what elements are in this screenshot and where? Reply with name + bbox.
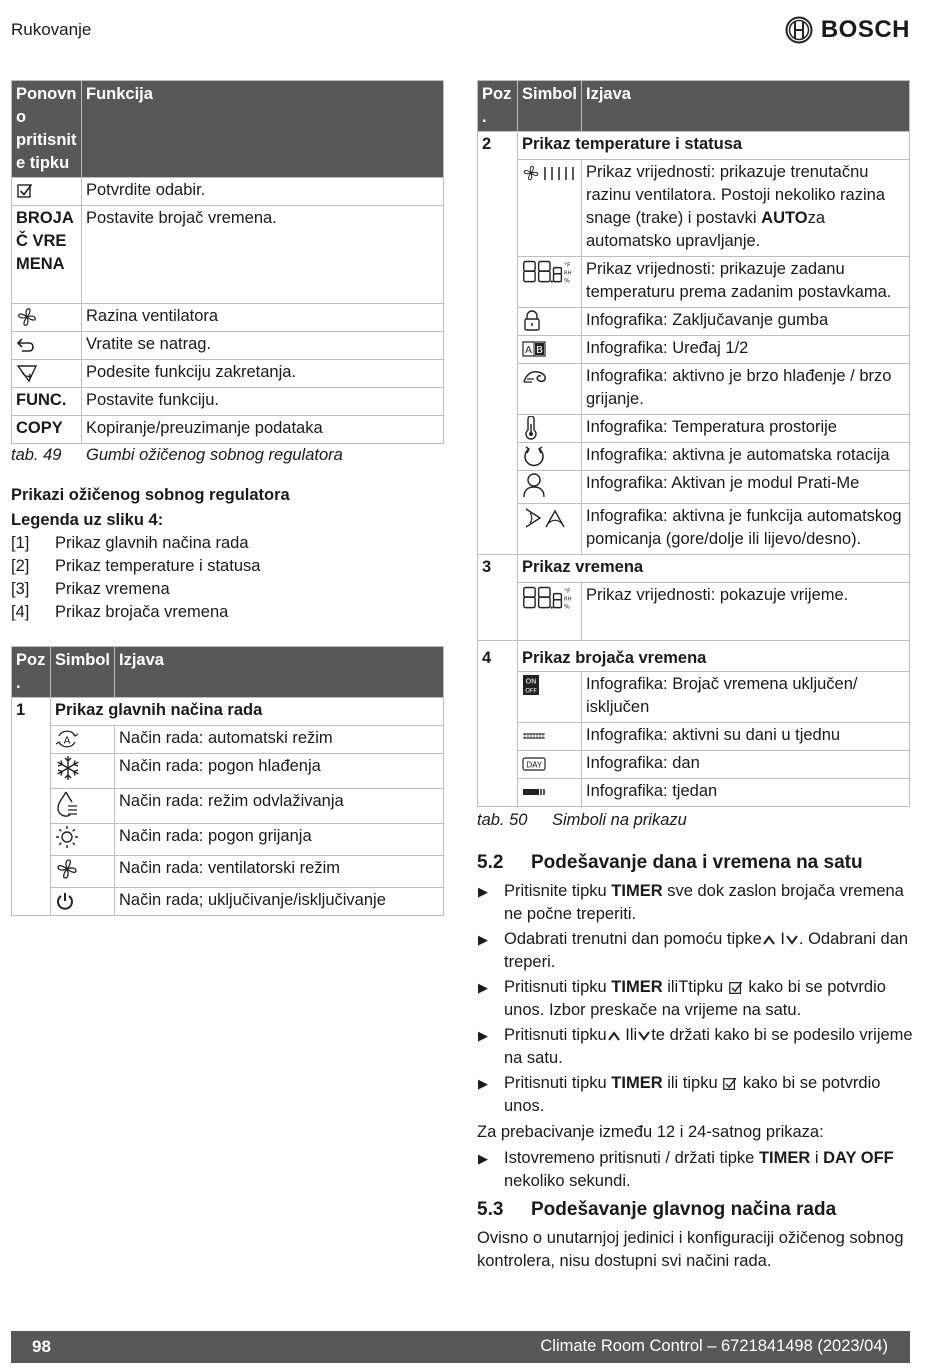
symbol-cell [51, 789, 115, 824]
symbol-cell [51, 856, 115, 888]
table-49-caption [11, 446, 343, 465]
section-header: Rukovanje [11, 20, 92, 39]
symbol-cell [51, 824, 115, 856]
back-arrow-icon [16, 336, 36, 354]
thermometer-icon [522, 416, 540, 440]
column-header: Izjava [582, 81, 910, 132]
symbol-cell [518, 504, 582, 555]
fan-icon [55, 857, 79, 881]
symbol-cell [518, 779, 582, 807]
statement-cell: Način rada: ventilatorski režim [115, 856, 444, 888]
group-number: 1 [12, 698, 51, 726]
svg-text:B: B [536, 344, 543, 356]
statement-cell: Infografika: Aktivan je modul Prati-Me [582, 471, 910, 504]
checkbox-icon [728, 980, 744, 996]
column-header: Izjava [115, 647, 444, 698]
statement-cell: Način rada: pogon grijanja [115, 824, 444, 856]
checkbox-icon [16, 182, 34, 200]
group-title: Prikaz temperature i statusa [518, 132, 910, 160]
symbol-cell [518, 308, 582, 336]
statement-cell: Infografika: Uređaj 1/2 [582, 336, 910, 364]
chevron-down-icon [785, 935, 799, 945]
symbol-cell [518, 415, 582, 443]
function-cell: Podesite funkciju zakretanja. [82, 360, 444, 388]
section-5-2-heading: 5.2 Podešavanje dana i vremena na satu [477, 852, 863, 873]
auto-mode-icon [55, 728, 79, 750]
segment-display-icon [522, 258, 578, 286]
chevron-down-icon [637, 1031, 651, 1041]
symbol-cell [518, 160, 582, 257]
snowflake-icon [55, 755, 81, 781]
step-item: ▶ Istovremeno pritisnuti / držati tipke TIMER i DAY OFF nekoliko sekundi. [477, 1147, 917, 1193]
legend-subtitle: Legenda uz sliku 4: [11, 511, 164, 529]
statement-cell: Prikaz vrijednosti: pokazuje vrijeme. [582, 583, 910, 641]
statement-cell: Prikaz vrijednosti: prikazuje trenutačnu razinu ventilatora. Postoji nekoliko razina snage (trake) i postavki AUTOza automatsko upravljanje. [582, 160, 910, 257]
symbol-cell [51, 888, 115, 916]
function-cell: Postavite funkciju. [82, 388, 444, 416]
week-icon [522, 787, 546, 797]
function-cell: Kopiranje/preuzimanje podataka [82, 416, 444, 444]
chevron-up-icon [607, 1031, 621, 1041]
key-cell [12, 332, 82, 360]
sun-icon [55, 825, 79, 849]
symbol-cell [518, 583, 582, 641]
bosch-armature-icon [785, 16, 813, 44]
table-50-caption [477, 811, 687, 830]
day-icon [522, 757, 546, 771]
caption-text: Gumbi ožičenog sobnog regulatora [86, 446, 343, 464]
column-header: Poz . [12, 647, 51, 698]
column-header: Ponovn o pritisnit e tipku [12, 81, 82, 178]
step-item: ▶ Pritisnite tipku TIMER sve dok zaslon brojača vremena ne počne treperiti. [477, 880, 917, 926]
table-49 [11, 80, 444, 444]
svg-text:A: A [525, 344, 532, 356]
ab-icon [522, 341, 546, 357]
key-cell: FUNC. [12, 388, 82, 416]
symbol-cell [518, 443, 582, 471]
column-header: Simbol [518, 81, 582, 132]
group-number: 3 [478, 555, 518, 583]
lock-icon [522, 310, 542, 332]
column-header: Poz . [478, 81, 518, 132]
page-footer [11, 1331, 910, 1363]
function-cell: Postavite brojač vremena. [82, 206, 444, 304]
group-title: Prikaz brojača vremena [518, 641, 910, 672]
legend-block [11, 484, 441, 624]
checkbox-icon [722, 1076, 738, 1092]
statement-cell: Infografika: aktivna je automatska rotacija [582, 443, 910, 471]
legend-title: Prikazi ožičenog sobnog regulatora [11, 486, 290, 504]
weekdays-icon [522, 731, 546, 741]
statement-cell: Infografika: aktivni su dani u tjednu [582, 723, 910, 751]
function-cell: Potvrdite odabir. [82, 178, 444, 206]
step-item: ▶ Odabrati trenutni dan pomoću tipke I . Odabrani dan treperi. [477, 928, 917, 974]
segment-display-icon [522, 584, 578, 612]
key-cell: BROJAČ VREMENA [12, 206, 82, 304]
fan-icon [16, 306, 38, 328]
group-number: 2 [478, 132, 518, 160]
statement-cell: Infografika: Temperatura prostorije [582, 415, 910, 443]
symbol-cell [51, 754, 115, 789]
legend-item: [4] Prikaz brojača vremena [11, 603, 229, 621]
statement-cell: Način rada: režim odvlaživanja [115, 789, 444, 824]
document-reference: Climate Room Control – 6721841498 (2023/04) [540, 1337, 888, 1355]
drop-icon [55, 790, 79, 818]
fan-level-icon [522, 162, 580, 184]
function-cell: Razina ventilatora [82, 304, 444, 332]
symbol-cell [518, 751, 582, 779]
legend-item: [2] Prikaz temperature i statusa [11, 557, 261, 575]
on-off-icon [522, 674, 540, 696]
svg-text:A: A [63, 735, 71, 747]
step-item: ▶ Pritisnuti tipku TIMER iliTtipku kako bi se potvrdio unos. Izbor preskače na vrijeme na satu. [477, 976, 917, 1022]
key-cell [12, 304, 82, 332]
turbo-icon [522, 368, 548, 386]
key-cell [12, 178, 82, 206]
swing-icon [16, 363, 38, 383]
statement-cell: Prikaz vrijednosti: prikazuje zadanu temperaturu prema zadanim postavkama. [582, 257, 910, 308]
statement-cell: Infografika: aktivno je brzo hlađenje / brzo grijanje. [582, 364, 910, 415]
table-modes [11, 646, 444, 916]
step-item: ▶ Pritisnuti tipku Ili te držati kako bi se podesilo vrijeme na satu. [477, 1024, 917, 1070]
symbol-cell [518, 723, 582, 751]
statement-cell: Način rada: automatski režim [115, 726, 444, 754]
brand-name: BOSCH [820, 16, 910, 43]
statement-cell: Infografika: Zaključavanje gumba [582, 308, 910, 336]
caption-number: tab. 50 [477, 811, 528, 829]
statement-cell: Infografika: tjedan [582, 779, 910, 807]
column-header: Simbol [51, 647, 115, 698]
legend-item: [3] Prikaz vremena [11, 580, 170, 598]
group-title: Prikaz vremena [518, 555, 910, 583]
symbol-cell [518, 364, 582, 415]
statement-cell: Način rada: pogon hlađenja [115, 754, 444, 789]
svg-text:OFF: OFF [525, 687, 537, 695]
swing-direction-icon [522, 505, 566, 531]
group-number: 4 [478, 641, 518, 672]
key-cell [12, 360, 82, 388]
legend-item: [1] Prikaz glavnih načina rada [11, 534, 249, 552]
statement-cell: Način rada; uključivanje/isključivanje [115, 888, 444, 916]
toggle-12-24-intro: Za prebacivanje između 12 i 24-satnog prikaza: [477, 1123, 824, 1141]
symbol-cell [518, 471, 582, 504]
table-50 [477, 80, 910, 807]
section-5-3-text: Ovisno o unutarnjoj jedinici i konfiguraciji ožičenog sobnog kontrolera, nisu dostupni svi načini rada. [477, 1229, 904, 1270]
key-cell: COPY [12, 416, 82, 444]
column-header: Funkcija [82, 81, 444, 178]
rotation-icon [522, 444, 546, 468]
caption-text: Simboli na prikazu [552, 811, 687, 829]
section-5-2-steps [477, 880, 917, 1195]
function-cell: Vratite se natrag. [82, 332, 444, 360]
svg-text:ON: ON [525, 677, 537, 686]
symbol-cell [51, 726, 115, 754]
svg-text:DAY: DAY [526, 760, 542, 770]
statement-cell: Infografika: aktivna je funkcija automatskog pomicanja (gore/dolje ili lijevo/desno). [582, 504, 910, 555]
page-number: 98 [32, 1337, 51, 1356]
power-icon [55, 891, 75, 911]
statement-cell: Infografika: dan [582, 751, 910, 779]
symbol-cell [518, 257, 582, 308]
bosch-logo [785, 16, 910, 44]
statement-cell: Infografika: Brojač vremena uključen/ isključen [582, 672, 910, 723]
person-icon [522, 472, 546, 498]
chevron-up-icon [762, 935, 776, 945]
symbol-cell [518, 336, 582, 364]
step-item: ▶ Pritisnuti tipku TIMER ili tipku kako bi se potvrdio unos. [477, 1072, 917, 1118]
caption-number: tab. 49 [11, 446, 62, 464]
group-title: Prikaz glavnih načina rada [51, 698, 444, 726]
section-5-3-heading: 5.3 Podešavanje glavnog načina rada [477, 1199, 837, 1220]
symbol-cell [518, 672, 582, 723]
